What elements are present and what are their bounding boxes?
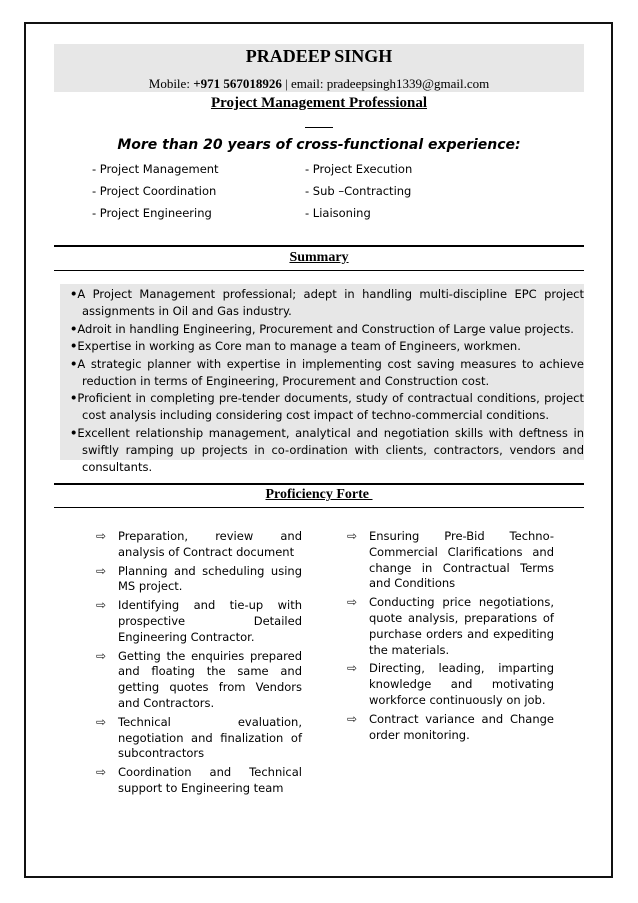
arrow-right-icon: ⇨	[347, 661, 358, 676]
email-text: | email: pradeepsingh1339@gmail.com	[281, 76, 490, 91]
candidate-name: PRADEEP SINGH	[245, 46, 393, 66]
contact-line	[54, 76, 584, 92]
bullet-icon: •	[70, 339, 78, 353]
proficiency-list-left	[96, 529, 302, 800]
summary-rule-top	[54, 245, 584, 247]
bullet-icon: •	[70, 391, 78, 405]
proficiency-list-right	[347, 529, 554, 746]
proficiency-item: ⇨ Directing, leading, imparting knowledge and motivating workforce continuously on job.	[347, 661, 554, 707]
proficiency-item: ⇨ Conducting price negotiations, quote analysis, preparations of purchase orders and expediting the materials.	[347, 595, 554, 657]
arrow-right-icon: ⇨	[347, 529, 358, 543]
arrow-right-icon: ⇨	[96, 765, 107, 780]
role-title: Project Management Professional	[210, 95, 428, 111]
experience-headline: More than 20 years of cross-functional experience:	[117, 137, 521, 153]
summary-item: •A Project Management professional; adept in handling multi-discipline EPC project assignments in Oil and Gas industry.	[70, 287, 584, 318]
key-skill-item: - Liaisoning	[305, 206, 371, 220]
proficiency-item: ⇨ Planning and scheduling using MS project.	[96, 563, 302, 594]
bullet-icon: •	[70, 425, 78, 440]
key-skill-item: - Sub –Contracting	[305, 184, 412, 198]
key-skill-item: - Project Execution	[305, 162, 413, 176]
arrow-right-icon: ⇨	[96, 563, 107, 578]
arrow-right-icon: ⇨	[96, 714, 107, 729]
mobile-number: +971 567018926	[193, 76, 282, 91]
proficiency-item: ⇨ Identifying and tie-up with prospective Detailed Engineering Contractor.	[96, 598, 302, 644]
summary-item: •Adroit in handling Engineering, Procurement and Construction of Large value projects.	[70, 321, 574, 336]
arrow-right-icon: ⇨	[347, 711, 358, 726]
bullet-icon: •	[70, 287, 78, 301]
summary-item: •Expertise in working as Core man to manage a team of Engineers, workmen.	[70, 339, 521, 353]
arrow-right-icon: ⇨	[96, 598, 107, 613]
proficiency-item: ⇨ Preparation, review and analysis of Contract document	[96, 529, 302, 559]
bullet-icon: •	[70, 321, 78, 336]
mobile-label: Mobile:	[148, 76, 194, 91]
key-skill-item: - Project Management	[92, 162, 219, 176]
proficiency-item: ⇨ Contract variance and Change order monitoring.	[347, 711, 554, 742]
proficiency-rule-top	[54, 483, 584, 485]
proficiency-item: ⇨ Ensuring Pre-Bid Techno-Commercial Clarifications and change in Contractual Terms and Conditions	[347, 529, 554, 591]
summary-item: •Proficient in completing pre-tender documents, study of contractual conditions, project cost analysis including considering cost impact of techno-commercial conditions.	[70, 391, 584, 422]
arrow-right-icon: ⇨	[96, 529, 107, 543]
title-divider	[305, 127, 333, 128]
arrow-right-icon: ⇨	[96, 648, 107, 663]
proficiency-item: ⇨ Coordination and Technical support to Engineering team	[96, 765, 302, 795]
proficiency-item: ⇨ Technical evaluation, negotiation and finalization of subcontractors	[96, 714, 302, 761]
arrow-right-icon: ⇨	[347, 595, 358, 610]
summary-item: •Excellent relationship management, analytical and negotiation skills with deftness in swiftly ramping up projects in co-ordination with clients, contractors, vendors and consultants.	[70, 425, 584, 474]
key-skill-item: - Project Coordination	[92, 184, 217, 198]
bullet-icon: •	[70, 356, 78, 371]
summary-rule-bottom	[54, 270, 584, 271]
key-skill-item: - Project Engineering	[92, 206, 212, 220]
proficiency-item: ⇨ Getting the enquiries prepared and floating the same and getting quotes from Vendors and Contractors.	[96, 648, 302, 710]
proficiency-rule-bottom	[54, 507, 584, 508]
summary-list	[62, 286, 584, 476]
summary-heading: Summary	[289, 250, 349, 265]
summary-item: •A strategic planner with expertise in implementing cost saving measures to achieve reduction in terms of Engineering, Procurement and Construction cost.	[70, 356, 584, 388]
proficiency-heading: Proficiency Forte	[265, 487, 373, 502]
